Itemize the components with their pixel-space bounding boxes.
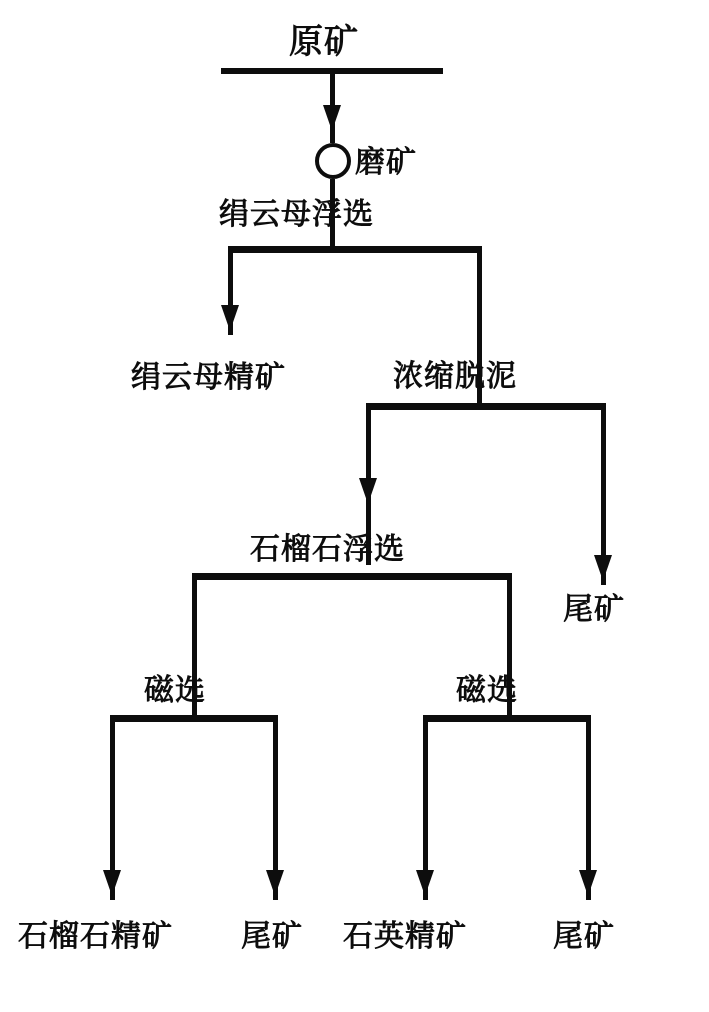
label-magnetic-left: 磁选	[144, 673, 206, 708]
sericite-flotation-bar	[228, 246, 482, 253]
label-garnet-concentrate: 石榴石精矿	[18, 919, 173, 954]
label-grinding: 磨矿	[355, 145, 417, 180]
magnetic-left-bar	[110, 715, 278, 722]
label-raw-ore: 原矿	[289, 22, 359, 62]
label-tailings-mid: 尾矿	[563, 592, 625, 627]
arrow-tailings-mid	[594, 555, 612, 581]
arrow-tailings-right	[579, 870, 597, 896]
arrow-tailings-left	[266, 870, 284, 896]
arrow-garnet-concentrate	[103, 870, 121, 896]
garnet-flotation-bar	[192, 573, 512, 580]
arrow-sericite-concentrate	[221, 305, 239, 331]
label-tailings-left: 尾矿	[241, 919, 303, 954]
arrow-thickening-to-garnet	[359, 478, 377, 504]
label-garnet-flotation: 石榴石浮选	[250, 532, 405, 567]
label-magnetic-right: 磁选	[456, 673, 518, 708]
label-sericite-concentrate: 绢云母精矿	[131, 360, 286, 395]
magnetic-right-bar	[423, 715, 591, 722]
label-quartz-concentrate: 石英精矿	[343, 919, 467, 954]
grinding-circle-icon	[315, 143, 351, 179]
thickening-bar	[366, 403, 606, 410]
label-tailings-right: 尾矿	[553, 919, 615, 954]
label-sericite-flotation: 绢云母浮选	[219, 197, 374, 232]
label-thickening-desliming: 浓缩脱泥	[393, 359, 517, 394]
arrow-quartz-concentrate	[416, 870, 434, 896]
arrow-feed-to-grinding	[323, 105, 341, 131]
